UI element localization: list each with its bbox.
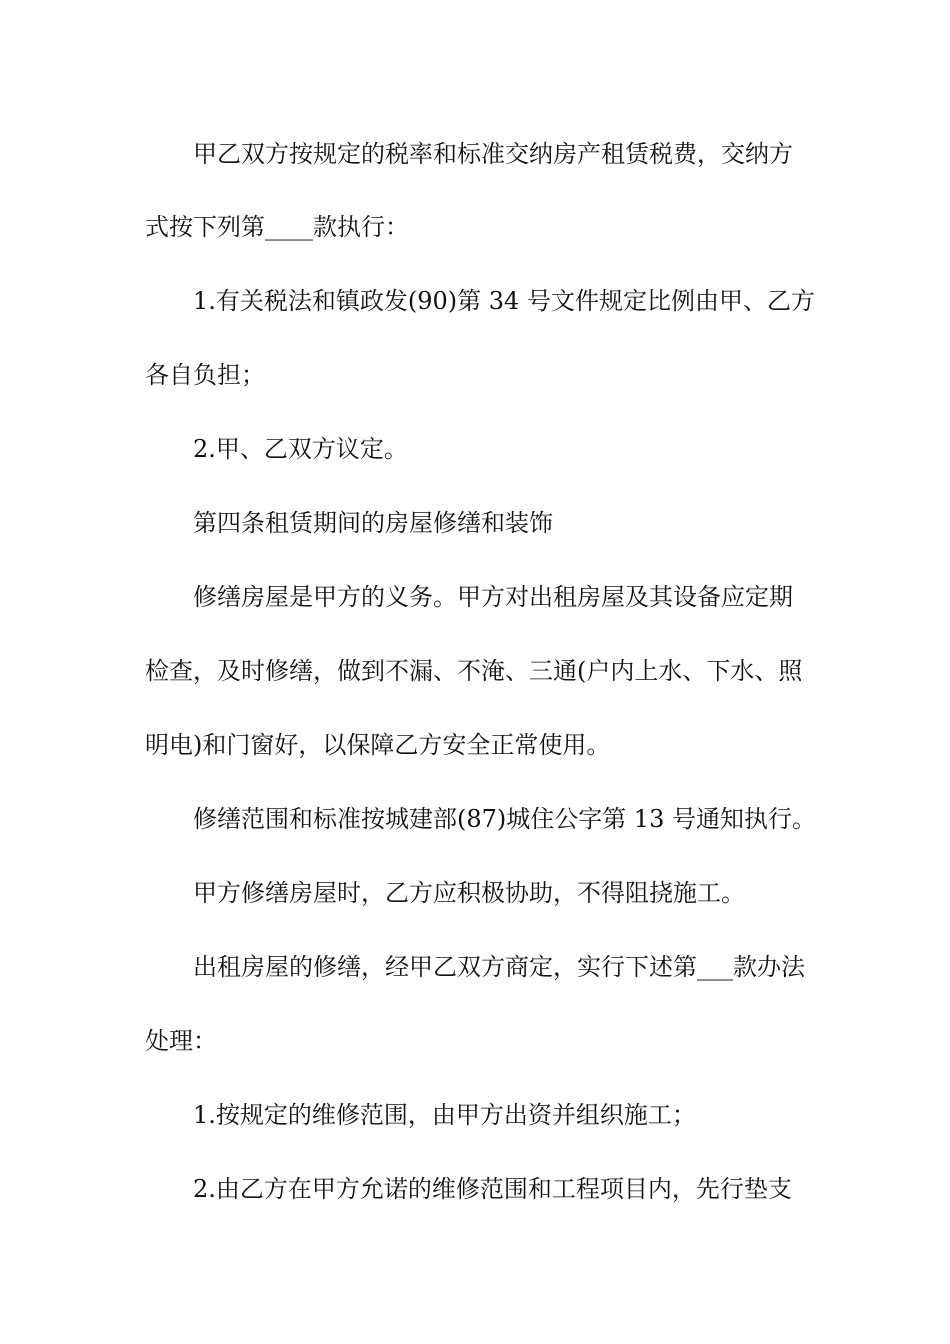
- paragraph-repair-assist: 甲方修缮房屋时，乙方应积极协助，不得阻挠施工。: [193, 879, 745, 907]
- paragraph-repair-method-line-2: 处理：: [145, 1027, 217, 1055]
- list-item-tax-2: 2.甲、乙双方议定。: [193, 435, 408, 463]
- list-item-tax-1-line-1: 1.有关税法和镇政发(90)第 34 号文件规定比例由甲、乙方: [193, 287, 815, 315]
- paragraph-repair-duty-line-2: 检查，及时修缮，做到不漏、不淹、三通(户内上水、下水、照: [145, 657, 803, 685]
- paragraph-repair-method-line-1: 出租房屋的修缮，经甲乙双方商定，实行下述第___款办法: [193, 953, 805, 981]
- list-item-repair-1: 1.按规定的维修范围，由甲方出资并组织施工；: [193, 1101, 696, 1129]
- paragraph-tax-line-1: 甲乙双方按规定的税率和标准交纳房产租赁税费，交纳方: [193, 140, 793, 168]
- paragraph-repair-duty-line-3: 明电)和门窗好，以保障乙方安全正常使用。: [145, 731, 611, 759]
- list-item-repair-2: 2.由乙方在甲方允诺的维修范围和工程项目内，先行垫支: [193, 1175, 792, 1203]
- section-heading-article-4: 第四条租赁期间的房屋修缮和装饰: [193, 509, 553, 537]
- paragraph-repair-scope: 修缮范围和标准按城建部(87)城住公字第 13 号通知执行。: [193, 805, 817, 833]
- paragraph-tax-line-2: 式按下列第____款执行：: [145, 213, 409, 241]
- list-item-tax-1-line-2: 各自负担；: [145, 361, 265, 389]
- paragraph-repair-duty-line-1: 修缮房屋是甲方的义务。甲方对出租房屋及其设备应定期: [193, 583, 793, 611]
